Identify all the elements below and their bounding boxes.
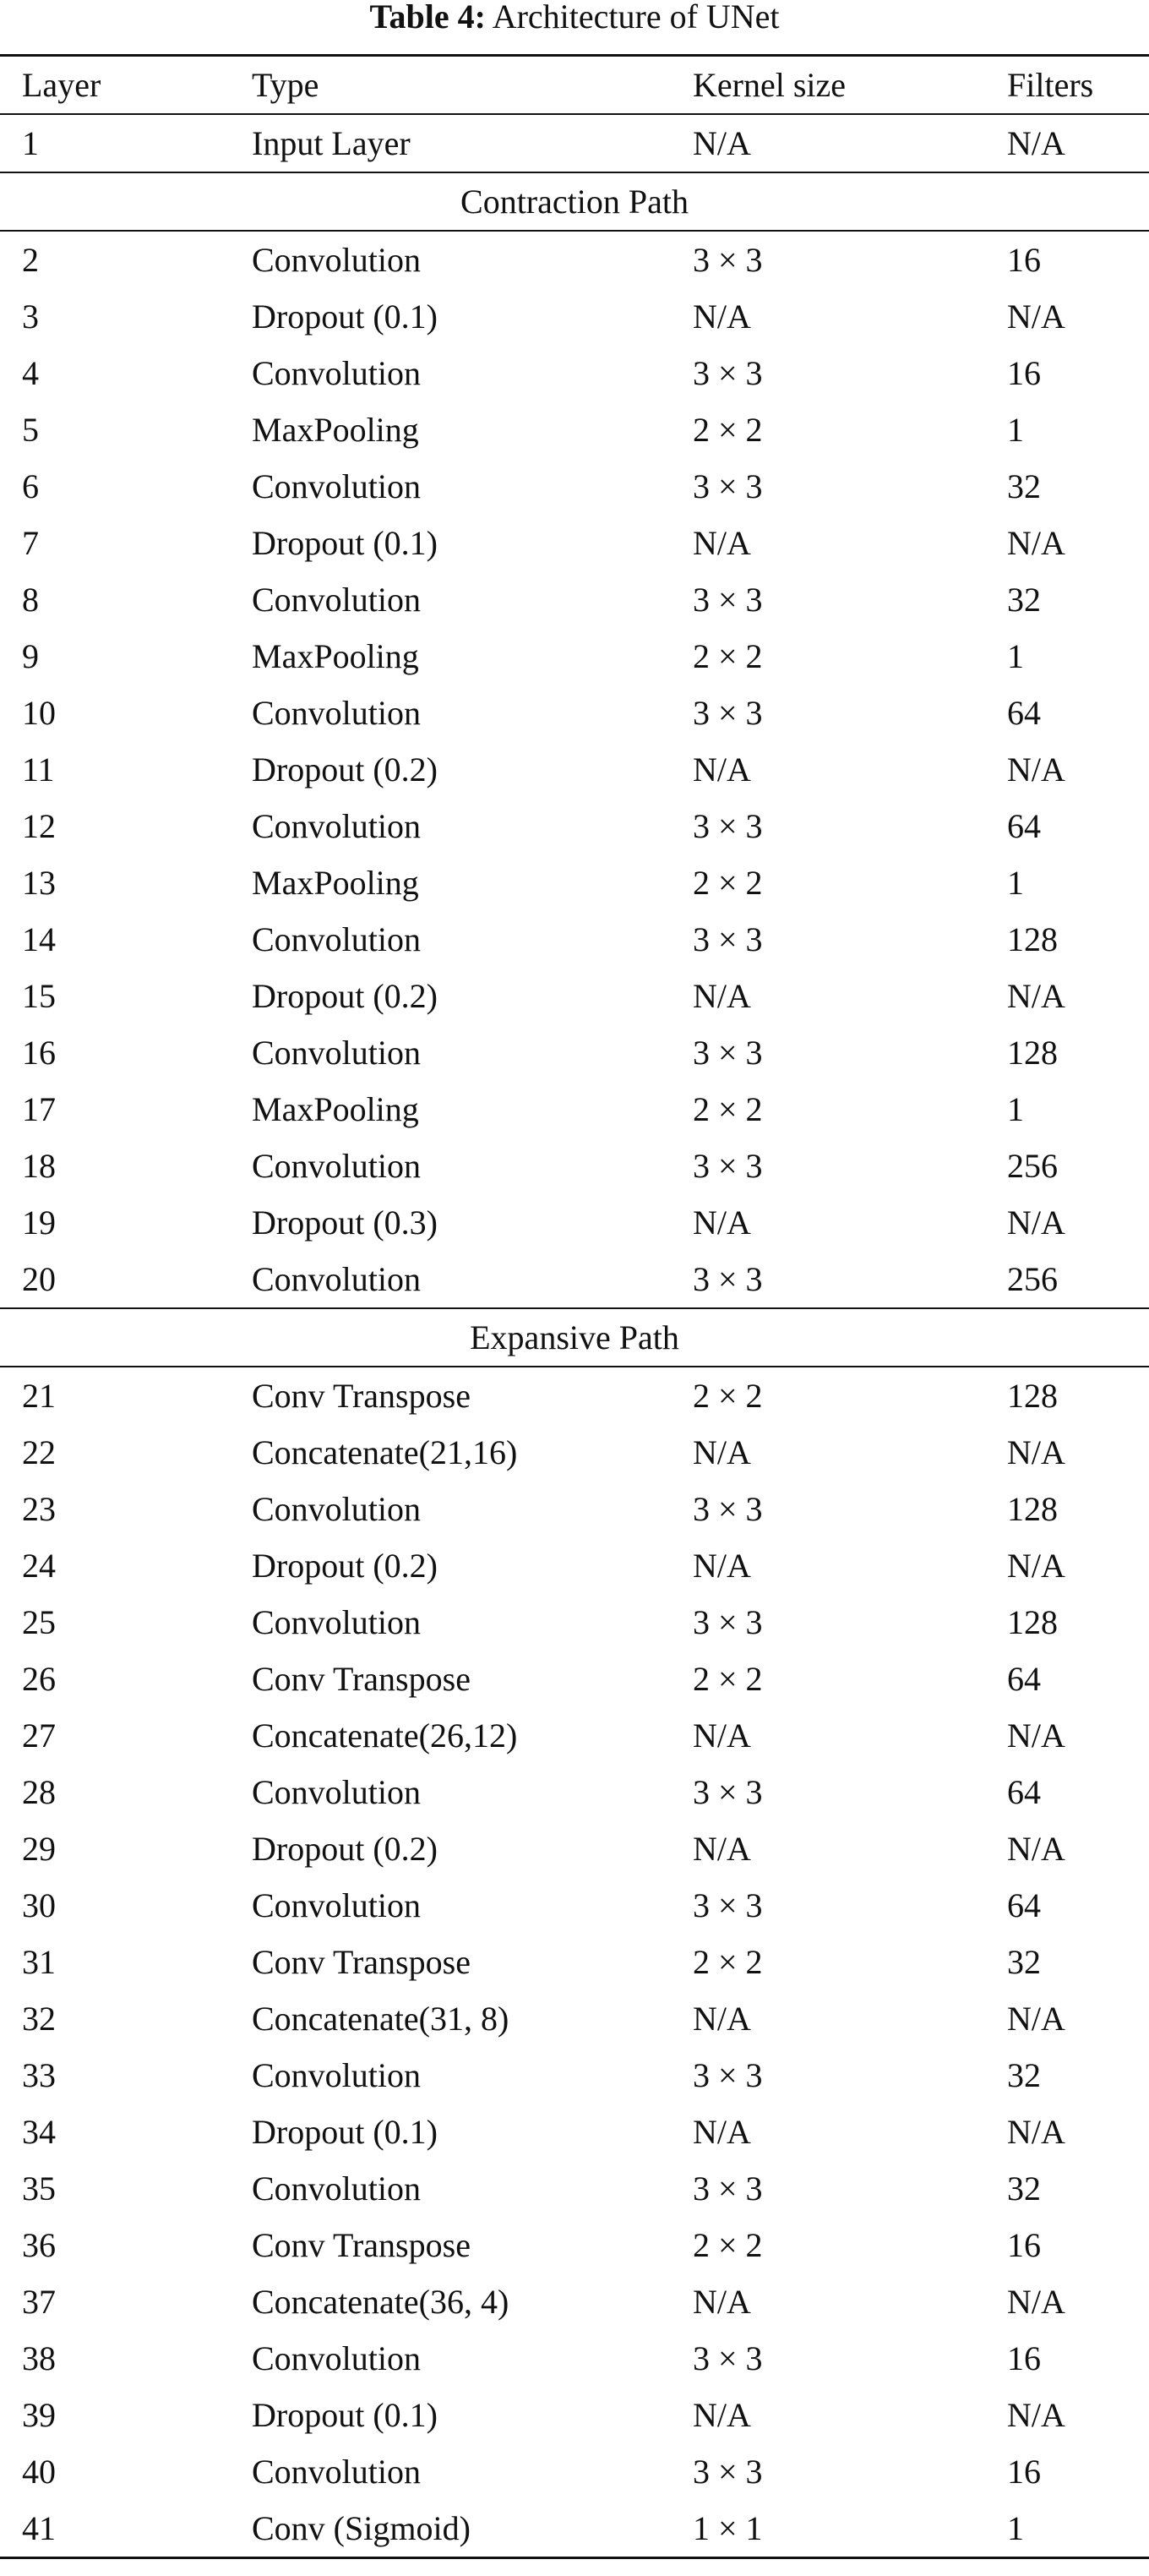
kernel-size-cell: 3 × 3 — [693, 1260, 763, 1298]
kernel-size-cell: 3 × 3 — [693, 1147, 763, 1185]
filters-cell: N/A — [1007, 297, 1065, 336]
type-cell: Convolution — [252, 2056, 422, 2094]
kernel-size-cell: 2 × 2 — [693, 1943, 763, 1981]
layer-cell: 17 — [22, 1090, 56, 1128]
section-title: Contraction Path — [460, 183, 689, 221]
filters-cell: 16 — [1007, 2339, 1041, 2377]
filters-cell: 32 — [1007, 2169, 1041, 2208]
type-cell: Convolution — [252, 1603, 422, 1641]
type-cell: MaxPooling — [252, 637, 419, 675]
kernel-size-cell: N/A — [693, 1547, 751, 1585]
type-cell: Dropout (0.2) — [252, 750, 438, 789]
type-cell: Convolution — [252, 467, 422, 505]
layer-cell: 30 — [22, 1886, 56, 1924]
type-cell: Concatenate(26,12) — [252, 1716, 518, 1755]
type-cell: Convolution — [252, 1773, 422, 1811]
layer-cell: 25 — [22, 1603, 56, 1641]
filters-cell: N/A — [1007, 2113, 1065, 2151]
kernel-size-cell: 3 × 3 — [693, 2169, 763, 2208]
filters-cell: 64 — [1007, 807, 1041, 845]
section-title: Expansive Path — [470, 1318, 679, 1356]
table-row — [0, 1251, 1149, 1307]
layer-cell: 5 — [22, 411, 39, 449]
table-row — [0, 1990, 1149, 2047]
filters-cell: 64 — [1007, 1886, 1041, 1924]
layer-cell: 21 — [22, 1377, 56, 1415]
filters-cell: N/A — [1007, 750, 1065, 789]
filters-cell: 128 — [1007, 1377, 1058, 1415]
layer-cell: 39 — [22, 2396, 56, 2434]
layer-cell: 19 — [22, 1203, 56, 1242]
type-cell: Convolution — [252, 581, 422, 619]
layer-cell: 6 — [22, 467, 39, 505]
filters-cell: N/A — [1007, 2396, 1065, 2434]
layer-cell: 26 — [22, 1660, 56, 1698]
type-cell: MaxPooling — [252, 864, 419, 902]
header-filters: Filters — [1007, 66, 1094, 104]
kernel-size-cell: 3 × 3 — [693, 1886, 763, 1924]
filters-cell: N/A — [1007, 977, 1065, 1015]
table-row — [0, 232, 1149, 288]
table-row — [0, 2273, 1149, 2330]
layer-cell: 9 — [22, 637, 39, 675]
table-row — [0, 911, 1149, 968]
table-row — [0, 798, 1149, 854]
kernel-size-cell: 3 × 3 — [693, 694, 763, 732]
type-cell: Dropout (0.1) — [252, 524, 438, 562]
layer-cell: 41 — [22, 2509, 56, 2547]
type-cell: Concatenate(21,16) — [252, 1433, 518, 1471]
type-cell: Dropout (0.1) — [252, 2113, 438, 2151]
type-cell: Convolution — [252, 1886, 422, 1924]
kernel-size-cell: 3 × 3 — [693, 467, 763, 505]
table-bottom-rule — [0, 2557, 1149, 2559]
filters-cell: 16 — [1007, 2226, 1041, 2264]
kernel-size-cell: 3 × 3 — [693, 1034, 763, 1072]
type-cell: Conv Transpose — [252, 1943, 471, 1981]
filters-cell: N/A — [1007, 1433, 1065, 1471]
table-row — [0, 1138, 1149, 1194]
layer-cell: 29 — [22, 1830, 56, 1868]
table-row — [0, 1424, 1149, 1481]
kernel-size-cell: 2 × 2 — [693, 864, 763, 902]
table-row — [0, 1764, 1149, 1820]
type-cell: Convolution — [252, 1034, 422, 1072]
filters-cell: 1 — [1007, 2509, 1024, 2547]
layer-cell: 18 — [22, 1147, 56, 1185]
filters-cell: 256 — [1007, 1147, 1058, 1185]
type-cell: Dropout (0.2) — [252, 1547, 438, 1585]
table-row — [0, 2387, 1149, 2443]
layer-cell: 22 — [22, 1433, 56, 1471]
layer-cell: 11 — [22, 750, 55, 789]
filters-cell: N/A — [1007, 1716, 1065, 1755]
type-cell: MaxPooling — [252, 411, 419, 449]
table-row — [0, 401, 1149, 458]
layer-cell: 37 — [22, 2283, 56, 2321]
filters-cell: 32 — [1007, 1943, 1041, 1981]
type-cell: Dropout (0.2) — [252, 977, 438, 1015]
filters-cell: 64 — [1007, 694, 1041, 732]
filters-cell: 16 — [1007, 354, 1041, 392]
layer-cell: 31 — [22, 1943, 56, 1981]
type-cell: Convolution — [252, 1147, 422, 1185]
kernel-size-cell: N/A — [693, 1203, 751, 1242]
filters-cell: 32 — [1007, 467, 1041, 505]
kernel-size-cell: N/A — [693, 1830, 751, 1868]
kernel-size-cell: N/A — [693, 977, 751, 1015]
filters-cell: 64 — [1007, 1773, 1041, 1811]
table-row — [0, 1537, 1149, 1594]
filters-cell: 1 — [1007, 637, 1024, 675]
layer-cell: 33 — [22, 2056, 56, 2094]
type-cell: Input Layer — [252, 124, 411, 162]
filters-cell: 32 — [1007, 581, 1041, 619]
layer-cell: 24 — [22, 1547, 56, 1585]
table-row — [0, 968, 1149, 1024]
filters-cell: N/A — [1007, 1547, 1065, 1585]
table-row — [0, 2160, 1149, 2217]
table-row — [0, 1081, 1149, 1138]
type-cell: Convolution — [252, 241, 422, 279]
kernel-size-cell: N/A — [693, 297, 751, 336]
kernel-size-cell: 2 × 2 — [693, 2226, 763, 2264]
kernel-size-cell: 3 × 3 — [693, 1603, 763, 1641]
layer-cell: 15 — [22, 977, 56, 1015]
type-cell: Dropout (0.1) — [252, 297, 438, 336]
type-cell: Dropout (0.3) — [252, 1203, 438, 1242]
type-cell: Dropout (0.2) — [252, 1830, 438, 1868]
table-row — [0, 1934, 1149, 1990]
table-header-row — [0, 57, 1149, 113]
table-caption-label: Table 4: — [369, 0, 486, 35]
kernel-size-cell: N/A — [693, 124, 751, 162]
table-row — [0, 288, 1149, 345]
kernel-size-cell: 3 × 3 — [693, 2056, 763, 2094]
table-row — [0, 515, 1149, 571]
kernel-size-cell: 3 × 3 — [693, 581, 763, 619]
layer-cell: 38 — [22, 2339, 56, 2377]
table-row — [0, 345, 1149, 401]
type-cell: MaxPooling — [252, 1090, 419, 1128]
table-row — [0, 2217, 1149, 2273]
table-row — [0, 1651, 1149, 1707]
layer-cell: 36 — [22, 2226, 56, 2264]
filters-cell: 64 — [1007, 1660, 1041, 1698]
table-row — [0, 115, 1149, 172]
kernel-size-cell: 3 × 3 — [693, 1490, 763, 1528]
table-row — [0, 1707, 1149, 1764]
type-cell: Convolution — [252, 1490, 422, 1528]
layer-cell: 7 — [22, 524, 39, 562]
layer-cell: 35 — [22, 2169, 56, 2208]
layer-cell: 3 — [22, 297, 39, 336]
table-row — [0, 1481, 1149, 1537]
type-cell: Dropout (0.1) — [252, 2396, 438, 2434]
type-cell: Concatenate(31, 8) — [252, 2000, 509, 2038]
kernel-size-cell: 3 × 3 — [693, 920, 763, 958]
table-row — [0, 685, 1149, 741]
filters-cell: 1 — [1007, 411, 1024, 449]
table-row — [0, 2104, 1149, 2160]
type-cell: Conv Transpose — [252, 2226, 471, 2264]
filters-cell: N/A — [1007, 1203, 1065, 1242]
kernel-size-cell: 3 × 3 — [693, 2339, 763, 2377]
type-cell: Convolution — [252, 920, 422, 958]
kernel-size-cell: N/A — [693, 2396, 751, 2434]
kernel-size-cell: N/A — [693, 2000, 751, 2038]
filters-cell: 128 — [1007, 1034, 1058, 1072]
kernel-size-cell: 3 × 3 — [693, 807, 763, 845]
filters-cell: N/A — [1007, 2000, 1065, 2038]
layer-cell: 2 — [22, 241, 39, 279]
table-row — [0, 2330, 1149, 2387]
layer-cell: 40 — [22, 2453, 56, 2491]
layer-cell: 27 — [22, 1716, 56, 1755]
table-row — [0, 1024, 1149, 1081]
kernel-size-cell: N/A — [693, 1433, 751, 1471]
type-cell: Convolution — [252, 1260, 422, 1298]
type-cell: Convolution — [252, 807, 422, 845]
layer-cell: 34 — [22, 2113, 56, 2151]
table-caption — [0, 0, 1149, 34]
table-row — [0, 628, 1149, 685]
table-row — [0, 2443, 1149, 2500]
kernel-size-cell: N/A — [693, 1716, 751, 1755]
table-row — [0, 2047, 1149, 2104]
table-row — [0, 1877, 1149, 1934]
filters-cell: 16 — [1007, 2453, 1041, 2491]
kernel-size-cell: N/A — [693, 524, 751, 562]
table-caption-text: Architecture of UNet — [485, 0, 780, 35]
filters-cell: 256 — [1007, 1260, 1058, 1298]
table-row — [0, 571, 1149, 628]
kernel-size-cell: 3 × 3 — [693, 2453, 763, 2491]
kernel-size-cell: 3 × 3 — [693, 241, 763, 279]
type-cell: Conv Transpose — [252, 1377, 471, 1415]
filters-cell: N/A — [1007, 1830, 1065, 1868]
table-row — [0, 1194, 1149, 1251]
type-cell: Convolution — [252, 2339, 422, 2377]
layer-cell: 28 — [22, 1773, 56, 1811]
filters-cell: N/A — [1007, 2283, 1065, 2321]
filters-cell: 1 — [1007, 864, 1024, 902]
kernel-size-cell: N/A — [693, 2283, 751, 2321]
filters-cell: 128 — [1007, 920, 1058, 958]
kernel-size-cell: 1 × 1 — [693, 2509, 763, 2547]
kernel-size-cell: 3 × 3 — [693, 1773, 763, 1811]
layer-cell: 16 — [22, 1034, 56, 1072]
layer-cell: 12 — [22, 807, 56, 845]
table-row — [0, 1820, 1149, 1877]
layer-cell: 10 — [22, 694, 56, 732]
kernel-size-cell: 3 × 3 — [693, 354, 763, 392]
type-cell: Convolution — [252, 694, 422, 732]
filters-cell: 128 — [1007, 1603, 1058, 1641]
layer-cell: 1 — [22, 124, 39, 162]
filters-cell: N/A — [1007, 124, 1065, 162]
header-kernel-size: Kernel size — [693, 66, 847, 104]
kernel-size-cell: 2 × 2 — [693, 637, 763, 675]
type-cell: Convolution — [252, 2453, 422, 2491]
layer-cell: 13 — [22, 864, 56, 902]
table-row — [0, 1367, 1149, 1424]
type-cell: Concatenate(36, 4) — [252, 2283, 509, 2321]
type-cell: Conv (Sigmoid) — [252, 2509, 471, 2547]
kernel-size-cell: 2 × 2 — [693, 1377, 763, 1415]
filters-cell: 32 — [1007, 2056, 1041, 2094]
filters-cell: N/A — [1007, 524, 1065, 562]
table-row — [0, 458, 1149, 515]
layer-cell: 14 — [22, 920, 56, 958]
layer-cell: 32 — [22, 2000, 56, 2038]
header-type: Type — [252, 66, 319, 104]
layer-cell: 23 — [22, 1490, 56, 1528]
table-row — [0, 2500, 1149, 2557]
header-layer: Layer — [22, 66, 101, 104]
layer-cell: 8 — [22, 581, 39, 619]
type-cell: Convolution — [252, 2169, 422, 2208]
filters-cell: 128 — [1007, 1490, 1058, 1528]
filters-cell: 1 — [1007, 1090, 1024, 1128]
kernel-size-cell: N/A — [693, 2113, 751, 2151]
layer-cell: 4 — [22, 354, 39, 392]
table-row — [0, 854, 1149, 911]
filters-cell: 16 — [1007, 241, 1041, 279]
table-row — [0, 1594, 1149, 1651]
table-row — [0, 741, 1149, 798]
type-cell: Conv Transpose — [252, 1660, 471, 1698]
type-cell: Convolution — [252, 354, 422, 392]
kernel-size-cell: N/A — [693, 750, 751, 789]
kernel-size-cell: 2 × 2 — [693, 1660, 763, 1698]
kernel-size-cell: 2 × 2 — [693, 1090, 763, 1128]
kernel-size-cell: 2 × 2 — [693, 411, 763, 449]
layer-cell: 20 — [22, 1260, 56, 1298]
